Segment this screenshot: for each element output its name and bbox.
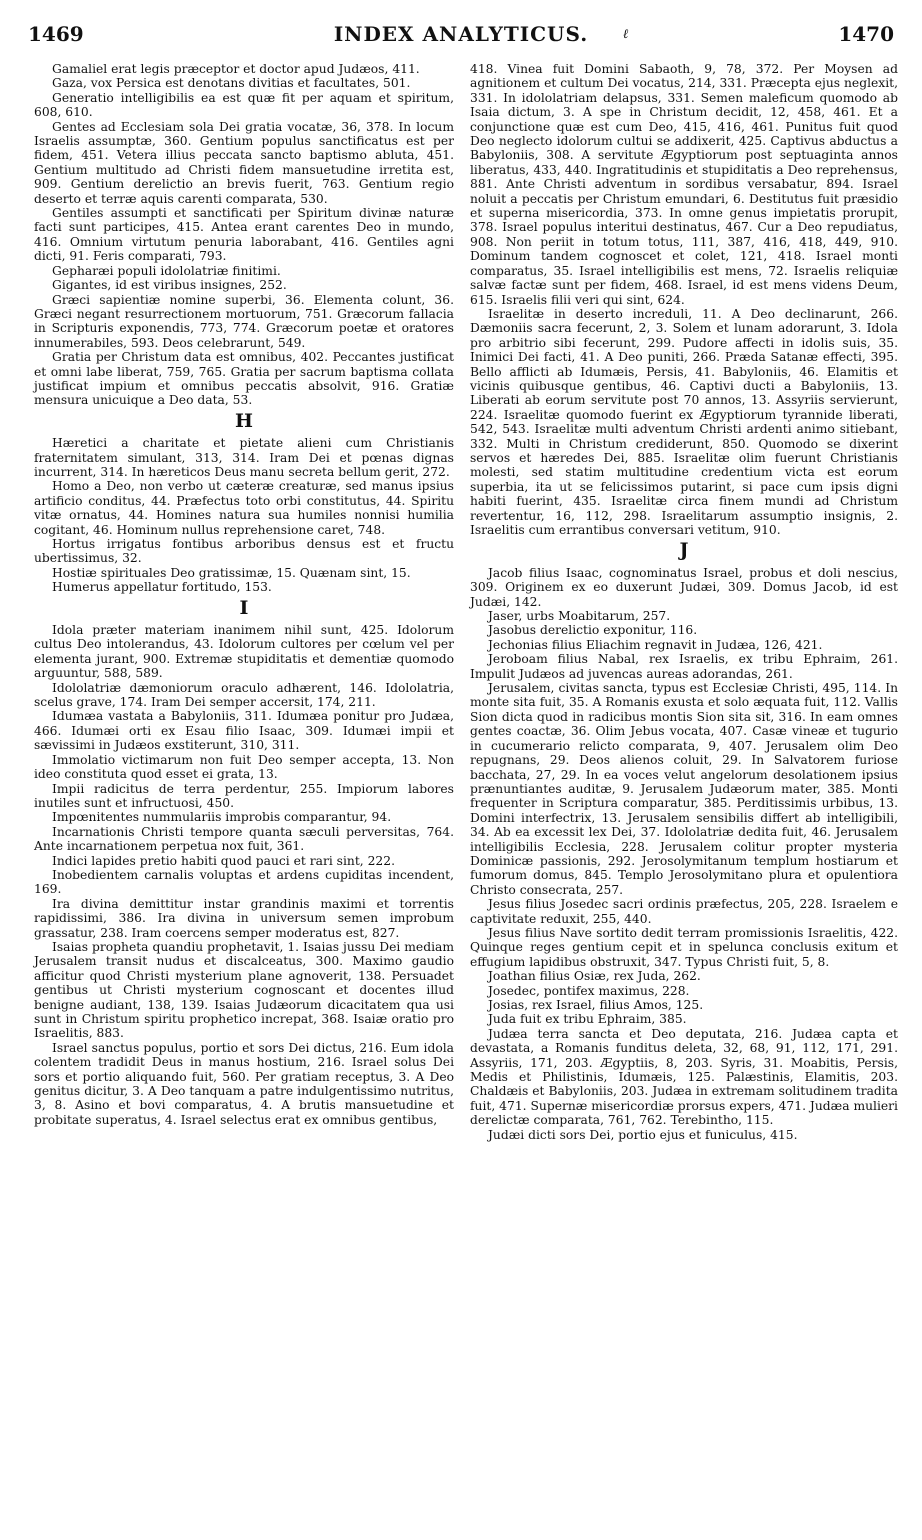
left-column (34, 62, 454, 1127)
index-entry: Ira divina demittitur instar grandinis maximi et torrentis rapidissimi, 386. Ira divina in universum semen improbum grassatur, 238. Iram coercens semper moderatus est, 827. (34, 896, 454, 940)
index-entry: Gigantes, id est viribus insignes, 252. (52, 278, 287, 293)
index-entry: Idumæa vastata a Babyloniis, 311. Idumæa ponitur pro Judæa, 466. Idumæi orti ex Esau filio Isaac, 309. Idumæi impii et sævissimi in Judæos exstiterunt, 310, 311. (34, 709, 454, 753)
index-entry: Jasobus derelictio exponitur, 116. (488, 623, 698, 638)
index-entry: Gentiles assumpti et sanctificati per Spiritum divinæ naturæ facti sunt participes, 415. Antea erant carentes Deo in mundo, 416. Omnium virtutum penuria laborabant, 416. Gentiles agni dicti, 91. Feris comparati, 793. (34, 206, 454, 264)
index-entry: Humerus appellatur fortitudo, 153. (52, 580, 272, 595)
printer-mark: ℓ (623, 27, 629, 42)
index-entry: Græci sapientiæ nomine superbi, 36. Elementa colunt, 36. Græci negant resurrectionem mortuorum, 751. Græcorum fallacia in Scripturis exponendis, 773, 774. Græcorum poetæ et oratores innumerabiles, 593. Deos celebrarunt, 549. (34, 292, 454, 350)
index-entry: Indici lapides pretio habiti quod pauci et rari sint, 222. (52, 853, 395, 868)
index-entry: Impii radicitus de terra perdentur, 255. Impiorum labores inutiles sunt et infructuosi, 450. (34, 781, 454, 810)
index-entry: Juda fuit ex tribu Ephraim, 385. (488, 1012, 687, 1027)
index-entry: Jeroboam filius Nabal, rex Israelis, ex tribu Ephraim, 261. Impulit Judæos ad juvencas aureas adorandas, 261. (470, 652, 898, 681)
left-page-number: 1469 (28, 22, 84, 46)
index-entry: Joathan filius Osiæ, rex Juda, 262. (488, 969, 701, 984)
index-entry: Jesus filius Nave sortito dedit terram promissionis Israelitis, 422. Quinque reges gentium cepit et in spelunca conclusis exitum et effugium lapidibus obstruxit, 347. Typus Christi fuit, 5, 8. (470, 925, 898, 969)
page-header (28, 22, 894, 56)
index-entry: Hæretici a charitate et pietate alieni cum Christianis fraternitatem simulant, 313, 314. Iram Dei et pœnas dignas incurrent, 314. In hæreticos Deus manu secreta bellum gerit, 272. (34, 436, 454, 479)
index-entry: Idololatriæ dæmoniorum oraculo adhærent, 146. Idololatria, scelus grave, 174. Iram Dei semper accersit, 174, 211. (34, 680, 454, 710)
index-entry: Jacob filius Isaac, cognominatus Israel, probus et doli nescius, 309. Originem ex eo duxerunt Judæi, 309. Domus Jacob, id est Judæi, 142. (470, 565, 898, 609)
section-letter-j: J (679, 539, 689, 562)
index-entry: Jaser, urbs Moabitarum, 257. (488, 609, 671, 624)
right-page-number: 1470 (838, 22, 894, 46)
index-entry: Hostiæ spirituales Deo gratissimæ, 15. Quænam sint, 15. (52, 565, 411, 580)
index-entry: Gentes ad Ecclesiam sola Dei gratia vocatæ, 36, 378. In locum Israelis assumptæ, 360. Gentium populus sanctificatus est per fidem, 451. Vetera illius peccata sancto baptismo abluta, 451. Gentium multitudo ad Christi fidem mansuetudine irretita est, 909. Gentium derelictio an brevis fuerit, 763. Gentium regio deserto et terræ aquis carenti comparata, 530. (34, 119, 454, 206)
index-entry: Incarnationis Christi tempore quanta sæculi perversitas, 764. Ante incarnationem perpetua nox fuit, 361. (34, 824, 454, 854)
index-entry: Jesus filius Josedec sacri ordinis præfectus, 205, 228. Israelem e captivitate reduxit, 255, 440. (470, 897, 898, 926)
index-entry: Jechonias filius Eliachim regnavit in Judæa, 126, 421. (488, 637, 823, 652)
index-entry: Gamaliel erat legis præceptor et doctor apud Judæos, 411. (52, 62, 420, 76)
index-entry: Israel sanctus populus, portio et sors Dei dictus, 216. Eum idola colentem tradidit Deus in manus hostium, 216. Israel solus Dei sors et portio aliquando fuit, 560. Per gratiam receptus, 3. A Deo genitus dicitur, 3. A Deo tanquam a patre indulgentissimo nutritus, 3, 8. Asino et bovi comparatus, 4. A brutis mansuetudine et probitate superatus, 4. Israel selectus erat ex omnibus gentibus, (34, 1040, 454, 1127)
index-entry: Isaias propheta quandiu prophetavit, 1. Isaias jussu Dei mediam Jerusalem transit nudus et discalceatus, 300. Maximo gaudio afficitur quod Christi mysterium plane agnoverit, 138. Persuadet gentibus ut Christi mysterium cognoscant et docentes illud benigne audiant, 138, 139. Isaias Judæorum dicacitatem qua usi sunt in Christum spiritu prophetico increpat, 368. Isaiæ oratio pro Israelitis, 883. (34, 939, 454, 1041)
right-column (470, 62, 898, 1142)
section-letter-h: H (235, 409, 253, 432)
index-entry: Josias, rex Israel, filius Amos, 125. (488, 998, 704, 1012)
index-entry: Immolatio victimarum non fuit Deo semper accepta, 13. Non ideo constituta quod esset ei grata, 13. (34, 752, 454, 782)
index-entry: Impœnitentes nummulariis improbis comparantur, 94. (52, 810, 392, 825)
index-entry: Inobedientem carnalis voluptas et ardens cupiditas incendent, 169. (34, 867, 454, 897)
index-entry: Generatio intelligibilis ea est quæ fit per aquam et spiritum, 608, 610. (34, 90, 454, 120)
index-entry: Idola præter materiam inanimem nihil sunt, 425. Idolorum cultus Deo intolerandus, 43. Idolorum cultores per cœlum vel per elementa jurant, 900. Extremæ stupiditatis et dementiæ quomodo arguuntur, 588, 589. (34, 623, 454, 681)
section-letter-i: I (239, 596, 249, 619)
index-entry: Judæa terra sancta et Deo deputata, 216. Judæa capta et devastata, a Romanis funditus deleta, 32, 68, 91, 112, 171, 291. Assyriis, 171, 203. Ægyptiis, 8, 203. Syris, 31. Moabitis, Persis, Medis et Philistinis, Idumæis, 125. Palæstinis, Elamitis, 203. Chaldæis et Babyloniis, 203. Judæa in extremam solitudinem tradita fuit, 471. Supernæ misericordiæ prorsus expers, 471. Judæa mulieri derelictæ comparata, 761, 762. Terebintho, 115. (470, 1026, 898, 1128)
index-entry: Gratia per Christum data est omnibus, 402. Peccantes justificat et omni labe liberat, 759, 765. Gratia per sacrum baptisma collata justificat impium et omnibus peccatis absolvit, 916. Gratiæ mensura unicuique a Deo data, 53. (34, 350, 454, 408)
running-title: INDEX ANALYTICUS. (333, 22, 589, 46)
index-entry: Homo a Deo, non verbo ut cæteræ creaturæ, sed manus ipsius artificio conditus, 44. Præfectus toto orbi constitutus, 44. Spiritu vitæ ornatus, 44. Homines natura sua humiles nonnisi humilia cogitant, 46. Hominum nullus reprehensione caret, 748. (34, 479, 454, 537)
index-entry: Jerusalem, civitas sancta, typus est Ecclesiæ Christi, 495, 114. In monte sita fuit, 35. A Romanis exusta et solo æquata fuit, 112. Vallis Sion dicta quod in radicibus montis Sion sita sit, 316. In eam omnes gentes coactæ, 36. Olim Jebus vocata, 407. Casæ vineæ et tugurio in cucumerario relicto comparata, 9, 407. Jerusalem olim Deo repugnans, 29. Deos alienos coluit, 29. In Salvatorem furiose bacchata, 27, 29. In ea voces velut angelorum desolationem ipsius prænuntiantes auditæ, 9. Jerusalem Judæorum mater, 385. Monti frequenter in Scriptura comparatur, 385. Perditissimis urbibus, 13. Domini interfectrix, 13. Jerusalem sensibilis differt ab intelligibili, 34. Ab ea excessit lex Dei, 37. Idololatriæ dedita fuit, 46. Jerusalem intelligibilis Ecclesia, 228. Jerusalem colitur propter mysteria Dominicæ passionis, 292. Jerosolymitanum templum hostiarum et fumorum domus, 845. Templo Jerosolymitano plura et opulentiora Christo consecrata, 257. (470, 681, 898, 897)
index-entry: Gepharæi populi idololatriæ finitimi. (52, 263, 281, 278)
index-entry-continued: 418. Vinea fuit Domini Sabaoth, 9, 78, 372. Per Moysen ad agnitionem et cultum Dei vocatus, 214, 331. Præcepta ejus neglexit, 331. In idololatriam delapsus, 331. Semen maleficum quomodo ab Isaia dictum, 3. A spe in Christum decidit, 12, 458, 461. Et a conjunctione quæ est cum Deo, 415, 416, 461. Punitus fuit quod Deo neglecto idolorum cultui se addixerit, 425. Captivus abductus a Babyloniis, 308. A servitute Ægyptiorum post septuaginta annos liberatus, 433, 440. Ingratitudinis et stupiditatis a Deo reprehensus, 881. Ante Christi adventum in sordibus versabatur, 894. Israel noluit a peccatis per Christum emundari, 6. Destitutus fuit præsidio et superna misericordia, 373. In omne genus impietatis prorupit, 378. Israel populus interitui destinatus, 467. Cur a Deo repudiatus, 908. Non periit in totum totus, 111, 387, 416, 418, 449, 910. Dominum tandem cognoscet et colet, 121, 418. Israel monti comparatus, 35. Israel intelligibilis est mens, 72. Israelis reliquiæ salvæ factæ sunt per fidem, 468. Israel, id est mens videns Deum, 615. Israelis filii veri qui sint, 624. (470, 62, 898, 307)
index-entry: Gaza, vox Persica est denotans divitias et facultates, 501. (52, 76, 411, 91)
index-entry: Hortus irrigatus fontibus arboribus densus est et fructu ubertissimus, 32. (34, 537, 454, 566)
index-entry: Judæi dicti sors Dei, portio ejus et funiculus, 415. (488, 1127, 798, 1142)
index-entry: Josedec, pontifex maximus, 228. (488, 983, 690, 998)
index-entry: Israelitæ in deserto increduli, 11. A Deo declinarunt, 266. Dæmoniis sacra fecerunt, 2, 3. Solem et lunam adorarunt, 3. Idola pro arbitrio sibi fecerunt, 299. Pudore affecti in idolis suis, 35. Inimici Dei facti, 41. A Deo puniti, 266. Præda Satanæ effecti, 395. Bello afflicti ab Idumæis, Persis, 41. Babyloniis, 46. Elamitis et vicinis quibusque gentibus, 46. Captivi ducti a Babyloniis, 13. Liberati ab eorum servitute post 70 annos, 13. Assyriis servierunt, 224. Israelitæ quomodo fuerint ex Ægyptiorum tyrannide liberati, 542, 543. Israelitæ multi adventum Christi ardenti animo sitiebant, 332. Multi in Christum crediderunt, 850. Quomodo se dixerint servos et hæredes Dei, 885. Israelitæ olim fuerunt Christianis molesti, sed statim multitudine credentium victa est eorum superbia, ita ut se felicissimos putarint, si pace cum ipsis digni habiti fuerint, 435. Israelitæ circa finem mundi ad Christum revertentur, 16, 112, 298. Israelitarum assumptio insignis, 2. Israelitis cum errantibus conversari vetitum, 910. (470, 306, 898, 537)
